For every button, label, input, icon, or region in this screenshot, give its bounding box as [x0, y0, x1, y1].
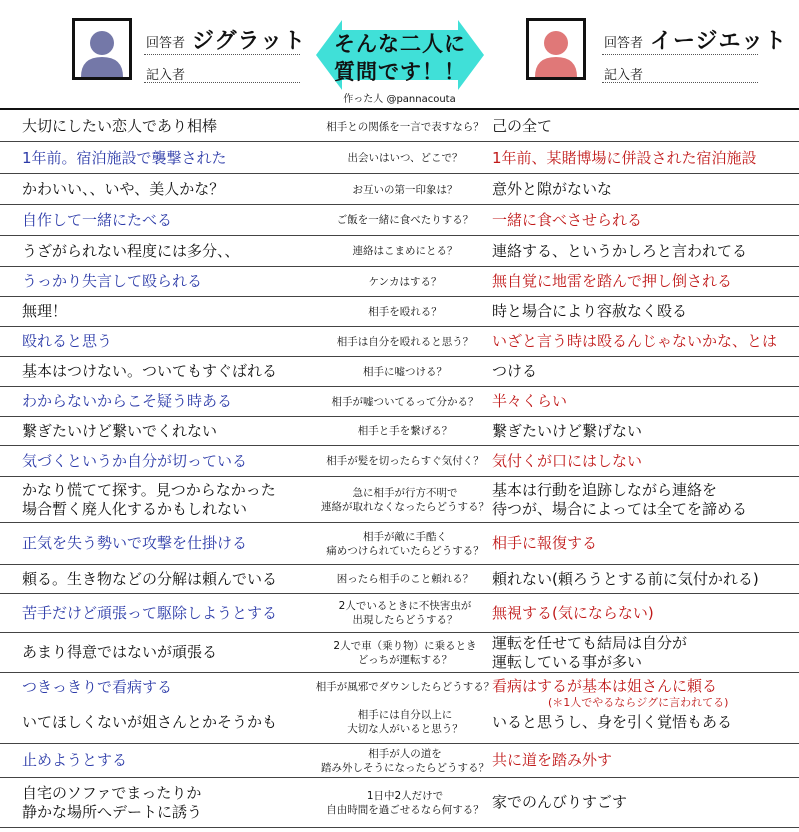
right-answer: 無自覚に地雷を踏んで押し倒される — [492, 272, 733, 290]
question: 困ったら相手のこと頼れる？ — [336, 573, 474, 585]
left-name-underline — [144, 54, 300, 55]
question: 相手には自分以上に 大切な人がいると思う？ — [347, 709, 463, 735]
qa-row — [0, 143, 799, 174]
qa-row — [0, 477, 799, 523]
question: ケンカはする？ — [368, 275, 442, 288]
left-answer: うざがられない程度には多分、、 — [22, 241, 240, 260]
question: 相手を殴れる？ — [368, 305, 442, 318]
qa-row — [0, 357, 799, 387]
qa-row — [0, 417, 799, 446]
right-answer: 時と場合により容赦なく殴る — [492, 302, 688, 320]
question: 1日中2人だけで 自由時間を過ごせるなら何する？ — [326, 789, 484, 816]
question: 2人でいるときに不快害虫が 出現したらどうする？ — [338, 600, 472, 626]
question: 相手が敵に手酷く 痛めつけられていたらどうする？ — [326, 530, 484, 557]
left-answer: わからないからこそ疑う時ある — [22, 392, 233, 410]
qa-row — [0, 175, 799, 205]
qa-row — [0, 236, 799, 267]
right-avatar — [526, 18, 586, 80]
right-answer: 家でのんびりすごす — [492, 793, 628, 811]
person-icon — [75, 21, 129, 77]
qa-row — [0, 744, 799, 778]
left-answer: 1年前。宿泊施設で襲撃された — [22, 148, 227, 167]
left-answer: 繋ぎたいけど繋いでくれない — [22, 421, 218, 440]
left-answer: 頼る。生き物などの分解は頼んでいる — [22, 569, 278, 588]
left-answer: つきっきりで看病する — [22, 677, 173, 696]
right-name-underline — [602, 54, 758, 55]
right-answer: 意外と隙がないな — [492, 180, 613, 198]
question: 相手が嘘ついてるって分かる？ — [331, 395, 479, 408]
qa-row — [0, 297, 799, 327]
left-answer: 自作して一緒にたべる — [22, 210, 173, 229]
header-divider — [0, 108, 799, 110]
left-answer: 無理！ — [22, 302, 68, 320]
qa-row — [0, 327, 799, 357]
header — [0, 0, 799, 108]
question: ご飯を一緒に食べたりする？ — [336, 214, 474, 226]
right-answer: 一緒に食べさせられる — [492, 210, 643, 229]
left-answer: かわいい、、いや、美人かな？ — [22, 180, 225, 198]
left-respondent-label: 回答者 — [146, 36, 186, 51]
person-icon — [529, 21, 583, 77]
left-answer: 基本はつけない。ついてもすぐばれる — [22, 362, 278, 380]
right-answer: いざと言う時は殴るんじゃないかな、とは — [492, 332, 778, 350]
side-note: (＊1人でやるならジグに言われてる) — [548, 696, 729, 709]
question: 相手が風邪でダウンしたらどうする？ — [315, 681, 495, 693]
right-answer: 己の全て — [492, 117, 553, 135]
right-answer: 運転を任せても結局は自分が 運転している事が多い — [492, 633, 688, 671]
left-recorder-label: 記入者 — [146, 68, 186, 83]
right-answer: いると思うし、身を引く覚悟もある — [492, 712, 733, 731]
right-answer: 看病はするが基本は姐さんに頼る — [492, 677, 718, 695]
left-respondent-name: ジグラット — [192, 29, 307, 54]
qa-row — [0, 523, 799, 565]
title-line-1: そんな二人に — [334, 32, 466, 56]
qa-row — [0, 267, 799, 297]
right-answer: 繋ぎたいけど繋げない — [492, 421, 643, 440]
right-respondent-name: イージエット — [650, 29, 788, 54]
left-answer: 気づくというか自分が切っている — [22, 451, 248, 470]
right-respondent-label: 回答者 — [604, 36, 644, 51]
qa-row — [0, 778, 799, 828]
question: 相手が人の道を 踏み外しそうになったらどうする？ — [321, 747, 489, 774]
question: 連絡はこまめにとる？ — [352, 245, 458, 257]
question: 相手は自分を殴れると思う？ — [336, 335, 474, 348]
left-answer: かなり慌てて探す。見つからなかった 場合暫く廃人化するかもしれない — [22, 480, 276, 518]
left-answer: 殴れると思う — [22, 332, 113, 350]
qa-row — [0, 205, 799, 236]
question: お互いの第一印象は？ — [352, 183, 458, 196]
left-answer: 苦手だけど頑張って駆除しようとする — [22, 603, 278, 622]
left-answer: 大切にしたい恋人であり相棒 — [22, 117, 218, 135]
right-recorder-underline — [602, 82, 758, 83]
right-answer: つける — [492, 362, 538, 380]
question: 出会いはいつ、どこで？ — [347, 152, 463, 164]
qa-row — [0, 594, 799, 633]
qa-row — [0, 387, 799, 417]
left-answer: 止めようとする — [22, 751, 128, 769]
qa-row — [0, 633, 799, 673]
left-answer: いてほしくないが姐さんとかそうかも — [22, 712, 278, 731]
right-recorder-label: 記入者 — [604, 68, 644, 83]
question: 急に相手が行方不明で 連絡が取れなくなったらどうする？ — [321, 486, 489, 513]
question: 相手が髪を切ったらすぐ気付く？ — [326, 455, 484, 467]
right-answer: 基本は行動を追跡しながら連絡を 待つが、場合によっては全てを諦める — [492, 480, 748, 518]
left-answer: 正気を失う勢いで攻撃を仕掛ける — [22, 534, 248, 552]
qa-row — [0, 446, 799, 477]
left-answer: うっかり失言して殴られる — [22, 272, 203, 290]
right-answer: 相手に報復する — [492, 534, 598, 552]
right-answer: 頼れない(頼ろうとする前に気付かれる) — [492, 569, 759, 588]
question: 2人で車（乗り物）に乗るとき どっちが運転する？ — [333, 639, 477, 666]
right-answer: 共に道を踏み外す — [492, 751, 613, 769]
right-answer: 無視する(気にならない) — [492, 603, 654, 622]
right-answer: 連絡する、というかしろと言われてる — [492, 241, 748, 260]
left-answer: あまり得意ではないが頑張る — [22, 643, 218, 661]
author-credit: 作った人 @pannacouta — [343, 94, 456, 105]
right-answer: 1年前、某賭博場に併設された宿泊施設 — [492, 148, 757, 167]
left-recorder-underline — [144, 82, 300, 83]
question: 相手に嘘つける？ — [363, 365, 447, 378]
qa-row — [0, 112, 799, 142]
right-answer: 半々くらい — [492, 392, 568, 410]
right-answer: 気付くが口にはしない — [492, 451, 643, 470]
left-avatar — [72, 18, 132, 80]
qa-row — [0, 565, 799, 594]
title-badge — [316, 14, 484, 96]
question: 相手と手を繋げる？ — [357, 425, 453, 437]
question: 相手との関係を一言で表すなら？ — [326, 120, 484, 133]
title-line-2: 質問です！！ — [334, 60, 466, 84]
left-answer: 自宅のソファでまったりか 静かな場所へデートに誘う — [22, 783, 203, 821]
